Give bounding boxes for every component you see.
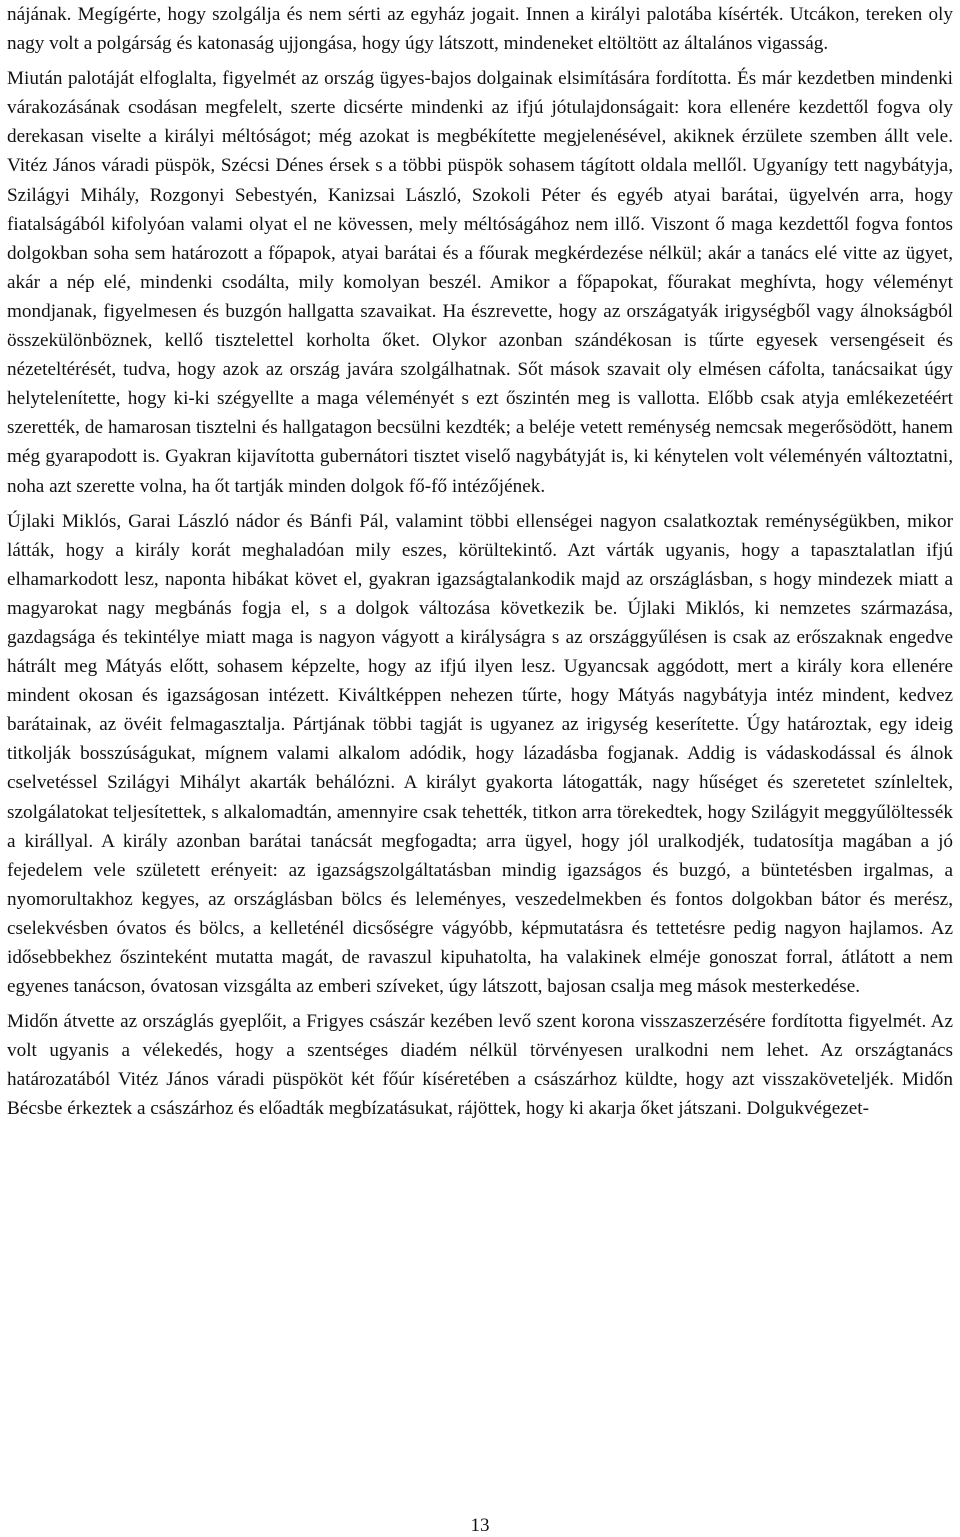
page-number: 13: [470, 1515, 490, 1536]
document-page: [7, 0, 953, 1124]
paragraph-continued-opening: nájának. Megígérte, hogy szolgálja és nem sérti az egyház jogait. Innen a királyi palotába kísérték. Utcákon, tereken oly nagy volt a polgárság és katonaság ujjongása, hogy úgy látszott, mindeneket eltöltött az általános vigasság.: [7, 4, 953, 55]
paragraph-holy-crown: Midőn átvette az országlás gyeplőit, a Frigyes császár kezében levő szent korona visszaszerzésére fordította figyelmét. Az volt ugyanis a vélekedés, hogy a szentséges diadém nélkül törvényesen uralkodni nem lehet. Az országtanács határozatából Vitéz János váradi püspököt két főúr kíséretében a császárhoz küldte, hogy azt visszaköveteljék. Midőn Bécsbe érkeztek a császárhoz és előadták megbízatásukat, rájöttek, hogy ki akarja őket játszani. Dolgukvégezet-: [7, 1011, 953, 1120]
paragraph-ujlaki-opposition: Újlaki Miklós, Garai László nádor és Bánfi Pál, valamint többi ellenségei nagyon csalatkoztak reménységükben, mikor látták, hogy a király korát meghaladóan mily eszes, körültekintő. Azt várták ugyanis, hogy a tapasztalatlan ifjú elhamarkodott lesz, naponta hibákat követ el, gyakran igazságtalankodik majd az országlásban, s hogy mindezek miatt a magyarokat nagy megbánás fogja el, s a dolgok változása következik be. Újlaki Miklós, ki nemzetes származása, gazdagsága és tekintélye miatt maga is nagyon vágyott a királyságra s az országgyűlésen is csak az erőszaknak engedve hátrált meg Mátyás előtt, sohasem képzelte, hogy az ifjú ilyen lesz. Ugyancsak aggódott, mert a király kora ellenére mindent okosan és igazságosan intézett. Kiváltképpen nehezen tűrte, hogy Mátyás nagybátyja intéz mindent, kedvez barátainak, az övéit felmagasztalja. Pártjának többi tagját is ugyanez az irigység keserítette. Úgy határoztak, egy ideig titkolják bosszúságukat, mígnem valami alkalom adódik, hogy lázadásba fogjanak. Addig is vádaskodással és álnok cselvetéssel Szilágyi Mihályt akarták behálózni. A királyt gyakorta látogatták, nagy hűséget és szeretetet színleltek, szolgálatokat teljesítettek, s alkalomadtán, amennyire csak tehették, titkon arra törekedtek, hogy Szilágyit meggyűlöltessék a királlyal. A király azonban barátai tanácsát megfogadta; arra ügyel, hogy jól uralkodjék, tudatosítja magában a jó fejedelem vele született erényeit: az igazságszolgáltatásban mindig igazságos és buzgó, a büntetésben irgalmas, a nyomorultakhoz kegyes, az országlásban bölcs és leleményes, veszedelmekben és fontos dolgokban bátor és merész, cselekvésben óvatos és bölcs, a kelleténél dicsőségre vágyóbb, képmutatásra és tettetésre pedig nagyon hajlamos. Az idősebbekhez őszinteként mutatta magát, de ravaszul kipuhatolta, ha valakinek elméje gonoszat forral, átlátott a nem egyenes tanácson, óvatosan vizsgálta az emberi szíveket, úgy látszott, bajosan csalja meg mások mesterkedése.: [7, 510, 953, 998]
paragraph-palace-governance: Miután palotáját elfoglalta, figyelmét az ország ügyes-bajos dolgainak elsimítására fordította. És már kezdetben mindenki várakozásának csodásan megfelelt, szerte dicsérte mindenki az ifjú jótulajdonságait: kora ellenére kezdettől fogva oly derekasan viselte a királyi méltóságot; még azokat is megbékítette megjelenésével, akiknek érzülete szemben állt vele. Vitéz János váradi püspök, Szécsi Dénes érsek s a többi püspök sohasem tágított oldala mellől. Ugyanígy tett nagybátyja, Szilágyi Mihály, Rozgonyi Sebestyén, Kanizsai László, Szokoli Péter és egyéb atyai barátai, ügyelvén arra, hogy fiatalságából kifolyóan valami olyat el ne kövessen, mely méltóságához nem illő. Viszont ő maga kezdettől fogva fontos dolgokban soha sem határozott a főpapok, atyai barátai és a főurak megkérdezése nélkül; akár a tanács elé vitte az ügyet, akár a nép elé, mindenki csodálta, mily komolyan beszél. Amikor a főpapokat, főurakat meghívta, hogy véleményt mondjanak, figyelmesen és buzgón hallgatta szavaikat. Ha észrevette, hogy az országatyák irigységből vagy álnokságból összekülönböznek, kellő tisztelettel korholta őket. Olykor azonban szándékosan is tűrte egyesek versengéseit és nézeteltérését, tudva, hogy azok az ország javára szolgálhatnak. Sőt mások szavait oly elmésen cáfolta, tanácsaikat úgy helytelenítette, hogy ki-ki szégyellte a maga véleményét s ezt őszintén meg is vallotta. Előbb csak atyja emlékezetéért szerették, de hamarosan tisztelni és hallgatagon becsülni kezdték; a beléje vetett reménység nemcsak megerősödött, hanem még gyarapodott is. Gyakran kijavította gubernátori tisztet viselő nagybátyját is, ki kénytelen volt véleményén változtatni, noha azt szerette volna, ha őt tartják minden dolgok fő-fő intézőjének.: [7, 68, 953, 497]
